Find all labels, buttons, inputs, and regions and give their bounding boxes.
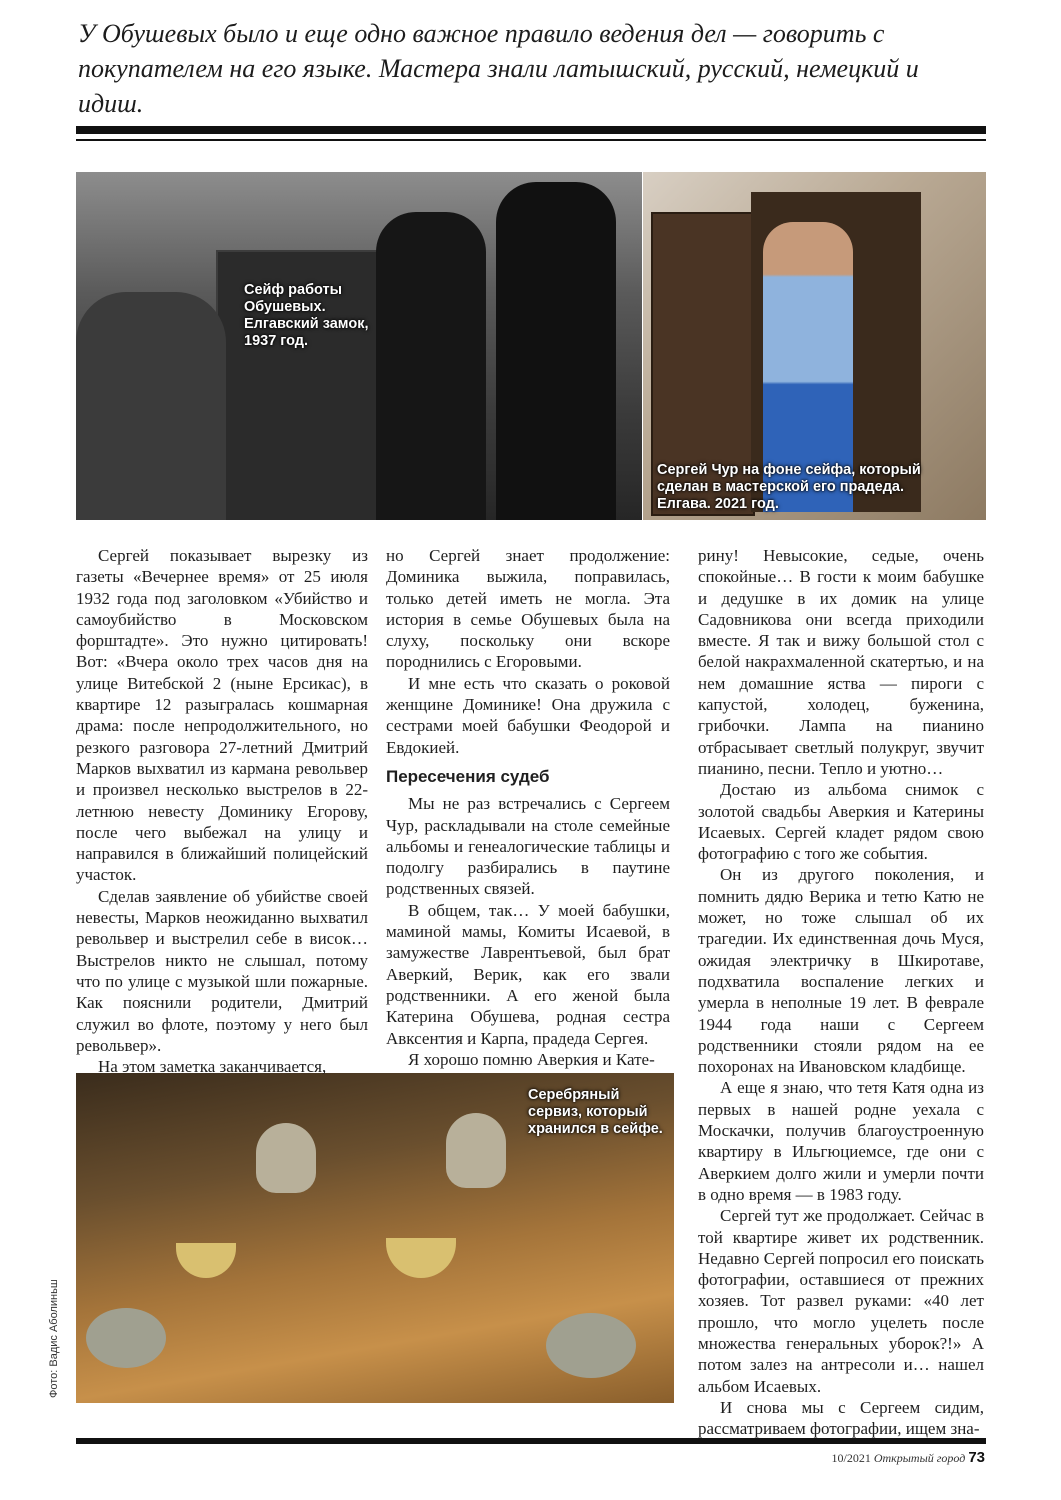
article-column-3 <box>698 545 984 1439</box>
paragraph: Мы не раз встречались с Сергеем Чур, раскладывали на столе семейные альбомы и генеалогические таблицы и подолгу разбирались в паутине родственных связей. <box>386 794 670 899</box>
issue-number: 10/2021 <box>831 1451 871 1465</box>
teapot-1 <box>256 1123 316 1193</box>
paragraph: Сделав заявление об убийстве своей невесты, Марков неожиданно выхватил револьвер и выстрелил себе в висок… Выстрелов никто не слышал, потому что по улице с музыкой шли пожарные. Как пояснили родители, Дмитрий служил во флоте, поэтому у него был револьвер». <box>76 886 368 1055</box>
paragraph: Сергей тут же продолжает. Сейчас в той квартире живет их родственник. Недавно Сергей попросил его поискать фотографии, оставшиеся от прежних хозяев. Тот развел руками: «40 лет прошло, что могло уцелеть после множества генеральных уборок?!» А потом залез на антресоли и… нашел альбом Исаевых. <box>698 1206 984 1396</box>
teapot-2 <box>446 1113 506 1188</box>
plate-2 <box>546 1313 636 1378</box>
photo-old-safe <box>76 172 642 520</box>
paragraph: И мне есть что сказать о роковой женщине Доминике! Она дружила с сестрами моей бабушки Феодорой и Евдокией. <box>386 673 670 757</box>
paragraph: рину! Невысокие, седые, очень спокойные… В гости к моим бабушке и дедушке в их домик на улице Садовникова они всегда приходили вместе. Я так и вижу большой стол с белой накрахмаленной скатертью, и на нем домашние яства — пироги с капустой, холодец, буженина, грибочки. Лампа на пианино отбрасывает светлый полукруг, звучит пианино, песни. Тепло и уютно… <box>698 546 984 778</box>
page-number: 73 <box>968 1449 985 1466</box>
paragraph: но Сергей знает продолжение: Доминика выжила, поправилась, только детей иметь не могла. Эта история в семье Обушевых была на слуху, поскольку они вскоре породнились с Егоровыми. <box>386 546 670 672</box>
people-group <box>76 292 226 520</box>
paragraph: Он из другого поколения, и помнить дядю Верика и тетю Катю не может, но тоже слышал об их трагедии. Их единственная дочь Муся, ожидая электричку в Шкиротаве, подхватила воспаление легких и умерла в неполные 19 лет. В феврале 1944 года наши с Сергеем родственники стояли рядом на ее похоронах на Ивановском кладбище. <box>698 865 984 1077</box>
caption-silver-photo: Серебряный сервиз, который хранился в сейфе. <box>528 1087 663 1137</box>
paragraph: И снова мы с Сергеем сидим, рассматриваем фотографии, ищем зна- <box>698 1397 984 1439</box>
photo-sergey-safe <box>643 172 986 520</box>
top-rule-thin <box>76 139 986 141</box>
lead-quote: У Обушевых было и еще одно важное правило ведения дел — говорить с покупателем на его языке. Мастера знали латышский, русский, немецкий и идиш. <box>78 19 919 118</box>
page-footer <box>832 1449 986 1466</box>
article-column-2 <box>386 545 670 1070</box>
bowl-2 <box>386 1238 456 1278</box>
paragraph: На этом заметка заканчивается, <box>98 1057 327 1077</box>
paragraph: Достаю из альбома снимок с золотой свадьбы Аверкия и Катерины Исаевых. Сергей кладет рядом свою фотографию с того же события. <box>698 780 984 864</box>
bowl-1 <box>176 1243 236 1278</box>
section-heading: Пересечения судеб <box>386 766 550 786</box>
man-figure-1 <box>376 212 486 520</box>
plate-1 <box>86 1308 166 1368</box>
paragraph: Сергей показывает вырезку из газеты «Вечернее время» от 25 июля 1932 года под заголовком «Убийство и самоубийство в Московском форштадте». Это нужно цитировать! Вот: «Вчера около трех часов дня на улице Витебской 2 (ныне Ерсикас), в квартире 12 разыгралась кошмарная драма: после непродолжительного, но резкого разговора 27-летний Дмитрий Марков выхватил из кармана револьвер и произвел несколько выстрелов в 22-летнюю невесту Доминику Егорову, после чего выбежал на улицу и направился в ближайший полицейский участок. <box>76 546 368 885</box>
bottom-rule <box>76 1438 986 1444</box>
paragraph: А еще я знаю, что тетя Катя одна из первых в нашей родне уехала с Москачки, получив благоустроенную квартиру в Ильгюциемсе, где они с Аверкием долго жили и умерли почти в одно время — в 1983 году. <box>698 1078 984 1204</box>
paragraph: Я хорошо помню Аверкия и Кате- <box>408 1049 655 1069</box>
paragraph: В общем, так… У моей бабушки, маминой мамы, Комиты Исаевой, в замужестве Лаврентьевой, был брат Аверкий, Верик, как его звали родственники. А его женой была Катерина Обушева, родная сестра Авксентия и Карпа, прадеда Сергея. <box>386 900 670 1048</box>
magazine-name: Открытый город <box>873 1451 966 1465</box>
man-figure-2 <box>496 182 616 520</box>
photo-credit: Фото: Вадис Аболиньш <box>48 1279 60 1398</box>
top-rule <box>76 126 986 134</box>
photo-silver-set <box>76 1073 674 1403</box>
caption-safe-photo: Сергей Чур на фоне сейфа, который сделан в мастерской его прадеда. Елгава. 2021 год. <box>657 462 921 512</box>
article-column-1 <box>76 545 368 1077</box>
caption-old-photo: Сейф работы Обушевых. Елгавский замок, 1937 год. <box>244 282 369 349</box>
